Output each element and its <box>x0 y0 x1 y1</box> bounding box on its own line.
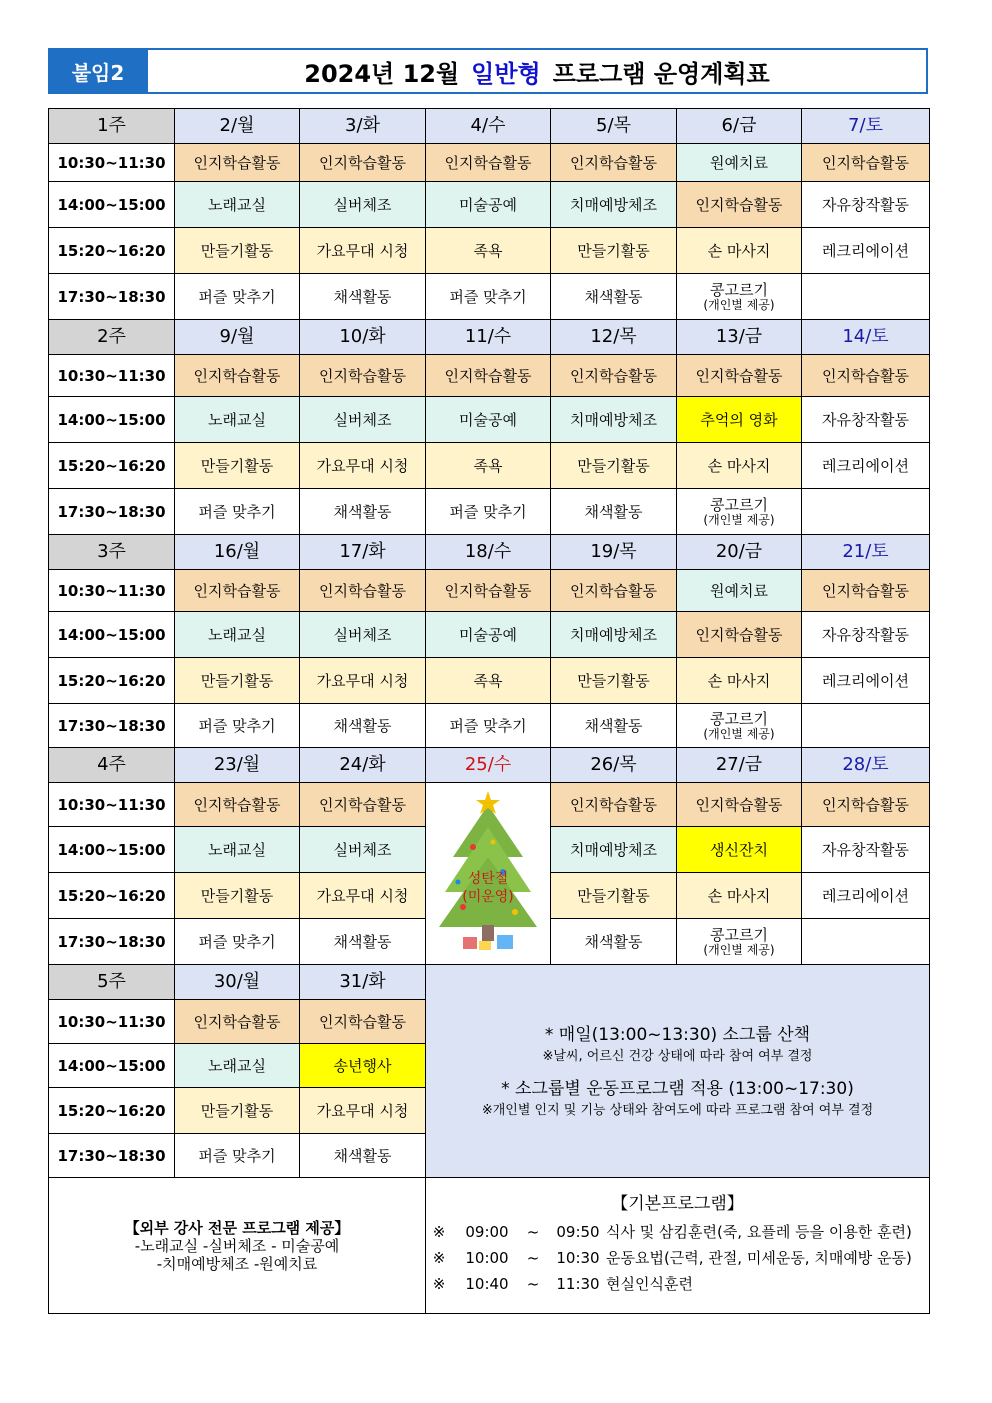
program-cell: 인지학습활동 <box>300 144 426 182</box>
table-row <box>49 704 930 748</box>
basic-mark: ※ <box>432 1222 446 1241</box>
basic-item <box>426 1219 929 1245</box>
program-cell: 레크리에이션 <box>802 443 930 489</box>
program-cell: 레크리에이션 <box>802 658 930 704</box>
program-cell: 레크리에이션 <box>802 873 930 919</box>
week-header-row <box>49 748 930 783</box>
program-cell: 원예치료 <box>677 570 802 612</box>
day-header: 19/목 <box>551 535 677 570</box>
program-cell: 치매예방체조 <box>551 182 677 228</box>
time-slot: 17:30~18:30 <box>49 704 175 748</box>
program-cell: 만들기활동 <box>175 658 300 704</box>
program-cell: 퍼즐 맞추기 <box>175 274 300 320</box>
basic-sep: ~ <box>526 1222 540 1241</box>
basic-desc: 현실인식훈련 <box>606 1274 693 1293</box>
program-cell: 퍼즐 맞추기 <box>175 1134 300 1178</box>
program-cell: 만들기활동 <box>551 443 677 489</box>
program-cell: 자유창작활동 <box>802 182 930 228</box>
program-cell: 손 마사지 <box>677 873 802 919</box>
program-cell: 퍼즐 맞추기 <box>426 704 551 748</box>
program-cell: 채색활동 <box>300 1134 426 1178</box>
program-cell: 인지학습활동 <box>677 355 802 397</box>
program-cell: 채색활동 <box>551 704 677 748</box>
attachment-badge: 붙임2 <box>48 48 148 94</box>
program-cell: 손 마사지 <box>677 228 802 274</box>
day-header: 13/금 <box>677 320 802 355</box>
time-slot: 10:30~11:30 <box>49 783 175 827</box>
table-row <box>49 443 930 489</box>
program-cell: 족욕 <box>426 658 551 704</box>
table-row <box>49 355 930 397</box>
table-row <box>49 397 930 443</box>
program-cell: 퍼즐 맞추기 <box>426 274 551 320</box>
week-header-row <box>49 965 930 1000</box>
basic-start: 09:00 <box>465 1222 509 1241</box>
day-header: 3/화 <box>300 109 426 144</box>
program-cell: 가요무대 시청 <box>300 658 426 704</box>
program-cell: 인지학습활동 <box>802 144 930 182</box>
holiday-name: 성탄절 <box>467 870 509 887</box>
basic-programs <box>426 1178 930 1314</box>
basic-mark: ※ <box>432 1248 446 1267</box>
holiday-cell <box>426 783 551 965</box>
footer-row <box>49 1178 930 1314</box>
day-header: 27/금 <box>677 748 802 783</box>
basic-start: 10:00 <box>465 1248 509 1267</box>
program-cell: 가요무대 시청 <box>300 228 426 274</box>
note-exercise-cond: ※개인별 인지 및 기능 상태와 참여도에 따라 프로그램 참여 여부 결정 <box>481 1103 874 1118</box>
program-cell: 퍼즐 맞추기 <box>175 704 300 748</box>
program-cell: 가요무대 시청 <box>300 873 426 919</box>
program-cell: 인지학습활동 <box>551 570 677 612</box>
program-cell: 자유창작활동 <box>802 397 930 443</box>
program-cell: 미술공예 <box>426 397 551 443</box>
week-label: 2주 <box>49 320 175 355</box>
time-slot: 14:00~15:00 <box>49 612 175 658</box>
program-cell: 치매예방체조 <box>551 612 677 658</box>
program-cell: 인지학습활동 <box>175 570 300 612</box>
program-cell: 인지학습활동 <box>175 1000 300 1044</box>
day-header: 24/화 <box>300 748 426 783</box>
day-header: 5/목 <box>551 109 677 144</box>
program-name: 콩고르기 <box>710 710 768 728</box>
christmas-tree-icon <box>433 787 543 957</box>
external-title: 【외부 강사 전문 프로그램 제공】 <box>124 1218 350 1237</box>
day-header: 7/토 <box>802 109 930 144</box>
page-title <box>148 48 928 94</box>
program-cell: 퍼즐 맞추기 <box>426 489 551 535</box>
week-label: 4주 <box>49 748 175 783</box>
basic-mark: ※ <box>432 1274 446 1293</box>
program-cell: 가요무대 시청 <box>300 1088 426 1134</box>
basic-title: 【기본프로그램】 <box>611 1193 744 1214</box>
day-header: 31/화 <box>300 965 426 1000</box>
program-cell: 인지학습활동 <box>300 355 426 397</box>
day-header: 6/금 <box>677 109 802 144</box>
holiday-closed: (미운영) <box>462 888 514 905</box>
program-cell: 인지학습활동 <box>677 783 802 827</box>
program-cell: 만들기활동 <box>175 443 300 489</box>
program-cell: 인지학습활동 <box>802 570 930 612</box>
program-cell: 생신잔치 <box>677 827 802 873</box>
time-slot: 10:30~11:30 <box>49 144 175 182</box>
program-cell: 인지학습활동 <box>175 144 300 182</box>
program-cell: 인지학습활동 <box>551 144 677 182</box>
program-cell: 노래교실 <box>175 827 300 873</box>
notes-box <box>426 965 930 1178</box>
program-note: (개인별 제공) <box>703 513 775 527</box>
program-cell: 자유창작활동 <box>802 827 930 873</box>
program-cell <box>677 704 802 748</box>
title-date: 2024년 12월 <box>304 59 460 88</box>
basic-end: 11:30 <box>556 1274 600 1293</box>
day-header: 11/수 <box>426 320 551 355</box>
note-exercise: * 소그룹별 운동프로그램 적용 (13:00~17:30) <box>501 1079 854 1099</box>
day-header: 28/토 <box>802 748 930 783</box>
program-cell: 인지학습활동 <box>802 783 930 827</box>
program-cell: 노래교실 <box>175 1044 300 1088</box>
table-row <box>49 228 930 274</box>
program-cell <box>802 274 930 320</box>
time-slot: 10:30~11:30 <box>49 355 175 397</box>
program-cell: 인지학습활동 <box>551 783 677 827</box>
external-line1: -노래교실 -실버체조 - 미술공예 <box>134 1236 340 1255</box>
program-cell: 인지학습활동 <box>300 783 426 827</box>
program-cell: 미술공예 <box>426 612 551 658</box>
program-cell: 퍼즐 맞추기 <box>175 919 300 965</box>
program-cell: 인지학습활동 <box>426 570 551 612</box>
basic-desc: 운동요법(근력, 관절, 미세운동, 치매예방 운동) <box>606 1248 912 1267</box>
program-cell: 손 마사지 <box>677 443 802 489</box>
table-row <box>49 612 930 658</box>
basic-desc: 식사 및 삼킴훈련(죽, 요플레 등을 이용한 훈련) <box>606 1222 912 1241</box>
program-cell <box>802 704 930 748</box>
program-cell <box>677 489 802 535</box>
program-cell: 인지학습활동 <box>300 1000 426 1044</box>
time-slot: 17:30~18:30 <box>49 274 175 320</box>
program-cell: 인지학습활동 <box>300 570 426 612</box>
time-slot: 14:00~15:00 <box>49 182 175 228</box>
program-cell: 만들기활동 <box>551 228 677 274</box>
program-cell: 채색활동 <box>300 919 426 965</box>
program-cell: 만들기활동 <box>551 658 677 704</box>
basic-sep: ~ <box>526 1274 540 1293</box>
table-row <box>49 783 930 827</box>
program-cell: 송년행사 <box>300 1044 426 1088</box>
day-header: 25/수 <box>426 748 551 783</box>
day-header: 20/금 <box>677 535 802 570</box>
table-row <box>49 570 930 612</box>
program-cell: 치매예방체조 <box>551 397 677 443</box>
day-header: 4/수 <box>426 109 551 144</box>
time-slot: 14:00~15:00 <box>49 827 175 873</box>
program-note: (개인별 제공) <box>703 727 775 741</box>
time-slot: 10:30~11:30 <box>49 570 175 612</box>
day-header: 9/월 <box>175 320 300 355</box>
basic-sep: ~ <box>526 1248 540 1267</box>
program-cell: 인지학습활동 <box>551 355 677 397</box>
time-slot: 17:30~18:30 <box>49 489 175 535</box>
program-cell: 치매예방체조 <box>551 827 677 873</box>
program-cell: 인지학습활동 <box>426 144 551 182</box>
program-cell: 채색활동 <box>551 489 677 535</box>
program-cell: 노래교실 <box>175 612 300 658</box>
program-cell <box>802 919 930 965</box>
external-programs <box>49 1178 426 1314</box>
program-cell <box>802 489 930 535</box>
time-slot: 17:30~18:30 <box>49 919 175 965</box>
program-cell: 자유창작활동 <box>802 612 930 658</box>
program-cell <box>677 274 802 320</box>
week-header-row <box>49 109 930 144</box>
program-cell: 족욕 <box>426 228 551 274</box>
program-cell: 손 마사지 <box>677 658 802 704</box>
day-header: 16/월 <box>175 535 300 570</box>
table-row <box>49 489 930 535</box>
week-header-row <box>49 320 930 355</box>
program-cell: 원예치료 <box>677 144 802 182</box>
schedule-table <box>48 108 930 1314</box>
page-header <box>48 48 928 94</box>
program-cell: 노래교실 <box>175 182 300 228</box>
day-header: 2/월 <box>175 109 300 144</box>
program-cell: 실버체조 <box>300 612 426 658</box>
time-slot: 10:30~11:30 <box>49 1000 175 1044</box>
program-note: (개인별 제공) <box>703 298 775 312</box>
program-cell: 만들기활동 <box>175 228 300 274</box>
program-cell: 실버체조 <box>300 397 426 443</box>
basic-item <box>426 1245 929 1271</box>
program-cell: 인지학습활동 <box>426 355 551 397</box>
program-cell: 만들기활동 <box>175 873 300 919</box>
table-row <box>49 274 930 320</box>
week-label: 3주 <box>49 535 175 570</box>
program-cell: 미술공예 <box>426 182 551 228</box>
program-cell <box>677 919 802 965</box>
program-cell: 실버체조 <box>300 182 426 228</box>
program-cell: 인지학습활동 <box>802 355 930 397</box>
day-header: 12/목 <box>551 320 677 355</box>
time-slot: 15:20~16:20 <box>49 658 175 704</box>
day-header: 10/화 <box>300 320 426 355</box>
week-label: 5주 <box>49 965 175 1000</box>
program-cell: 채색활동 <box>300 704 426 748</box>
time-slot: 15:20~16:20 <box>49 443 175 489</box>
program-cell: 실버체조 <box>300 827 426 873</box>
note-walk: * 매일(13:00~13:30) 소그룹 산책 <box>544 1025 811 1045</box>
program-cell: 만들기활동 <box>175 1088 300 1134</box>
table-row <box>49 182 930 228</box>
basic-item <box>426 1271 929 1297</box>
program-name: 콩고르기 <box>710 926 768 944</box>
program-cell: 가요무대 시청 <box>300 443 426 489</box>
program-name: 콩고르기 <box>710 281 768 299</box>
day-header: 26/목 <box>551 748 677 783</box>
week-label: 1주 <box>49 109 175 144</box>
day-header: 23/월 <box>175 748 300 783</box>
program-cell: 족욕 <box>426 443 551 489</box>
time-slot: 15:20~16:20 <box>49 1088 175 1134</box>
program-cell: 채색활동 <box>300 489 426 535</box>
program-cell: 채색활동 <box>300 274 426 320</box>
time-slot: 14:00~15:00 <box>49 1044 175 1088</box>
external-line2: -치매예방체조 -원예치료 <box>156 1254 318 1273</box>
day-header: 21/토 <box>802 535 930 570</box>
program-cell: 채색활동 <box>551 274 677 320</box>
program-cell: 퍼즐 맞추기 <box>175 489 300 535</box>
basic-end: 09:50 <box>556 1222 600 1241</box>
week-header-row <box>49 535 930 570</box>
program-cell: 레크리에이션 <box>802 228 930 274</box>
note-walk-cond: ※날씨, 어르신 건강 상태에 따라 참여 여부 결정 <box>542 1049 813 1064</box>
day-header: 18/수 <box>426 535 551 570</box>
program-cell: 추억의 영화 <box>677 397 802 443</box>
program-cell: 채색활동 <box>551 919 677 965</box>
title-type: 일반형 <box>471 59 541 88</box>
program-name: 콩고르기 <box>710 496 768 514</box>
basic-end: 10:30 <box>556 1248 600 1267</box>
table-row <box>49 144 930 182</box>
day-header: 30/월 <box>175 965 300 1000</box>
time-slot: 15:20~16:20 <box>49 873 175 919</box>
basic-start: 10:40 <box>465 1274 509 1293</box>
program-cell: 인지학습활동 <box>175 355 300 397</box>
program-cell: 인지학습활동 <box>175 783 300 827</box>
program-cell: 인지학습활동 <box>677 612 802 658</box>
title-rest: 프로그램 운영계획표 <box>552 59 770 88</box>
program-cell: 인지학습활동 <box>677 182 802 228</box>
program-cell: 노래교실 <box>175 397 300 443</box>
program-note: (개인별 제공) <box>703 943 775 957</box>
time-slot: 15:20~16:20 <box>49 228 175 274</box>
time-slot: 14:00~15:00 <box>49 397 175 443</box>
program-cell: 만들기활동 <box>551 873 677 919</box>
time-slot: 17:30~18:30 <box>49 1134 175 1178</box>
day-header: 14/토 <box>802 320 930 355</box>
day-header: 17/화 <box>300 535 426 570</box>
table-row <box>49 658 930 704</box>
